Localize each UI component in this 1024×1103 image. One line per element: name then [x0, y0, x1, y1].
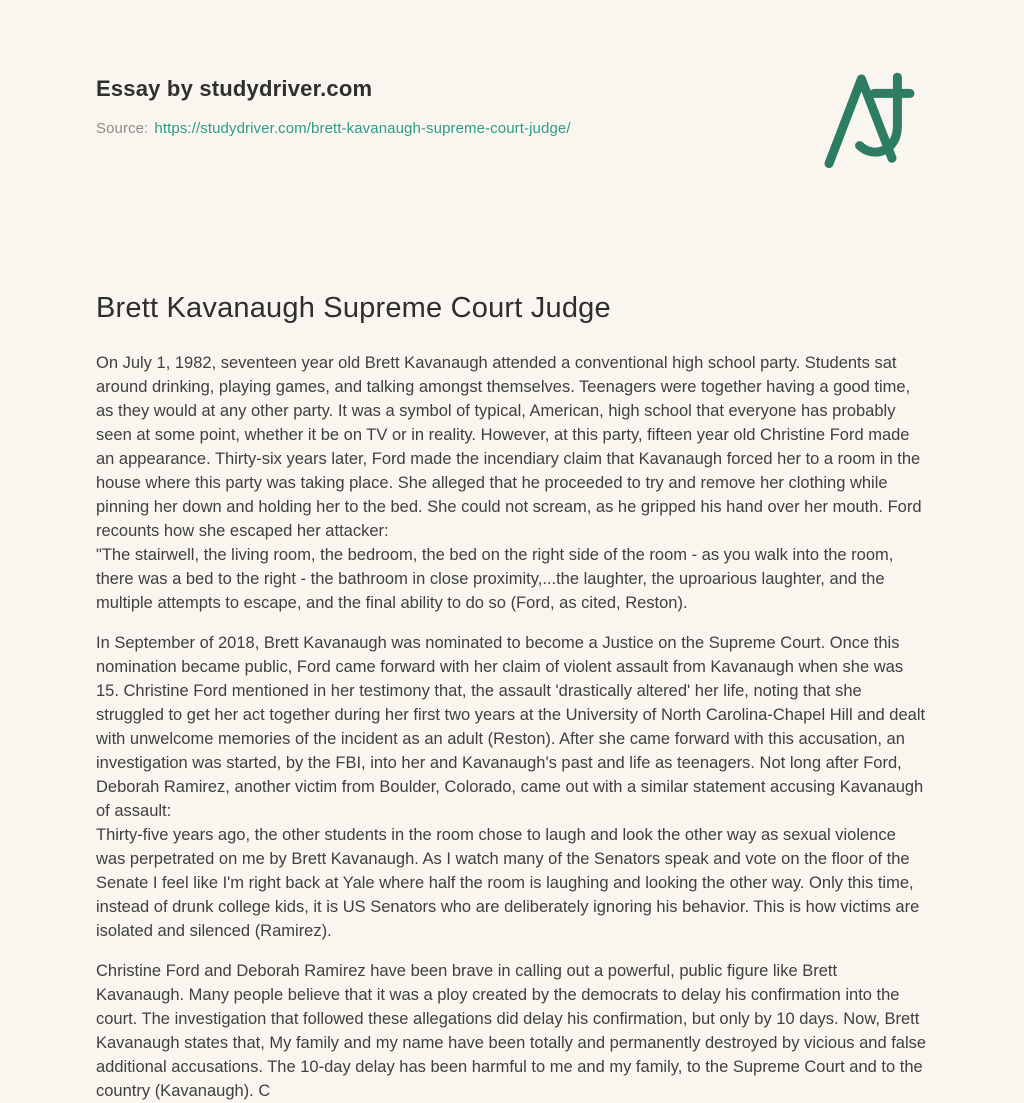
quote-text: Thirty-five years ago, the other students in the room chose to laugh and look the other way as sexual violence was perpetrated on me by Brett Kavanaugh. As I watch many of the Senators speak and vote on the floor of the Senate I feel like I'm right back at Yale where half the room is laughing and looking the other way. Only this time, instead of drunk college kids, it is US Senators who are deliberately ignoring his behavior. This is how victims are isolated and silenced (Ramirez). [96, 826, 920, 940]
essay-main [96, 292, 928, 1103]
source-label: Source: [96, 120, 149, 137]
quote-text: "The stairwell, the living room, the bedroom, the bed on the right side of the room - as you walk into the room, there was a bed to the right - the bathroom in close proximity,...the laughter, the uproarious laughter, and the multiple attempts to escape, and the final ability to do so (Ford, as cited, Reston). [96, 546, 894, 612]
paragraph-text: Christine Ford and Deborah Ramirez have been brave in calling out a powerful, public figure like Brett Kavanaugh. Many people believe that it was a ploy created by the democrats to delay his confirmation into the court. The investigation that followed these allegations did delay his confirmation, but only by 10 days. Now, Brett Kavanaugh states that, My family and my name have been totally and permanently destroyed by vicious and false additional accusations. The 10-day delay has been harmful to me and my family, to the Supreme Court and to the country (Kavanaugh). C [96, 962, 927, 1100]
source-link[interactable]: https://studydriver.com/brett-kavanaugh-supreme-court-judge/ [154, 120, 571, 137]
essay-paragraph-2 [96, 631, 928, 943]
essay-title: Brett Kavanaugh Supreme Court Judge [96, 292, 611, 324]
studydriver-logo-icon [820, 70, 928, 174]
essay-byline: Essay by studydriver.com [96, 76, 373, 101]
header-text [96, 76, 571, 137]
essay-paragraph-1 [96, 351, 928, 615]
paragraph-text: In September of 2018, Brett Kavanaugh was nominated to become a Justice on the Supreme Court. Once this nomination became public, Ford came forward with her claim of violent assault from Kavanaugh when she was 15. Christine Ford mentioned in her testimony that, the assault 'drastically altered' her life, noting that she struggled to get her act together during her first two years at the University of North Carolina-Chapel Hill and dealt with unwelcome memories of the incident as an adult (Reston). After she came forward with this accusation, an investigation was started, by the FBI, into her and Kavanaugh's past and life as teenagers. Not long after Ford, Deborah Ramirez, another victim from Boulder, Colorado, came out with a similar statement accusing Kavanaugh of assault: [96, 634, 926, 820]
page-header [96, 76, 928, 174]
source-line [96, 120, 571, 137]
essay-body [96, 351, 928, 1103]
essay-paragraph-3 [96, 959, 928, 1103]
paragraph-text: On July 1, 1982, seventeen year old Brett Kavanaugh attended a conventional high school party. Students sat around drinking, playing games, and talking amongst themselves. Teenagers were together having a good time, as they would at any other party. It was a symbol of typical, American, high school that everyone has probably seen at some point, whether it be on TV or in reality. However, at this party, fifteen year old Christine Ford made an appearance. Thirty-six years later, Ford made the incendiary claim that Kavanaugh forced her to a room in the house where this party was taking place. She alleged that he proceeded to try and remove her clothing while pinning her down and holding her to the bed. She could not scream, as he gripped his hand over her mouth. Ford recounts how she escaped her attacker: [96, 354, 922, 540]
